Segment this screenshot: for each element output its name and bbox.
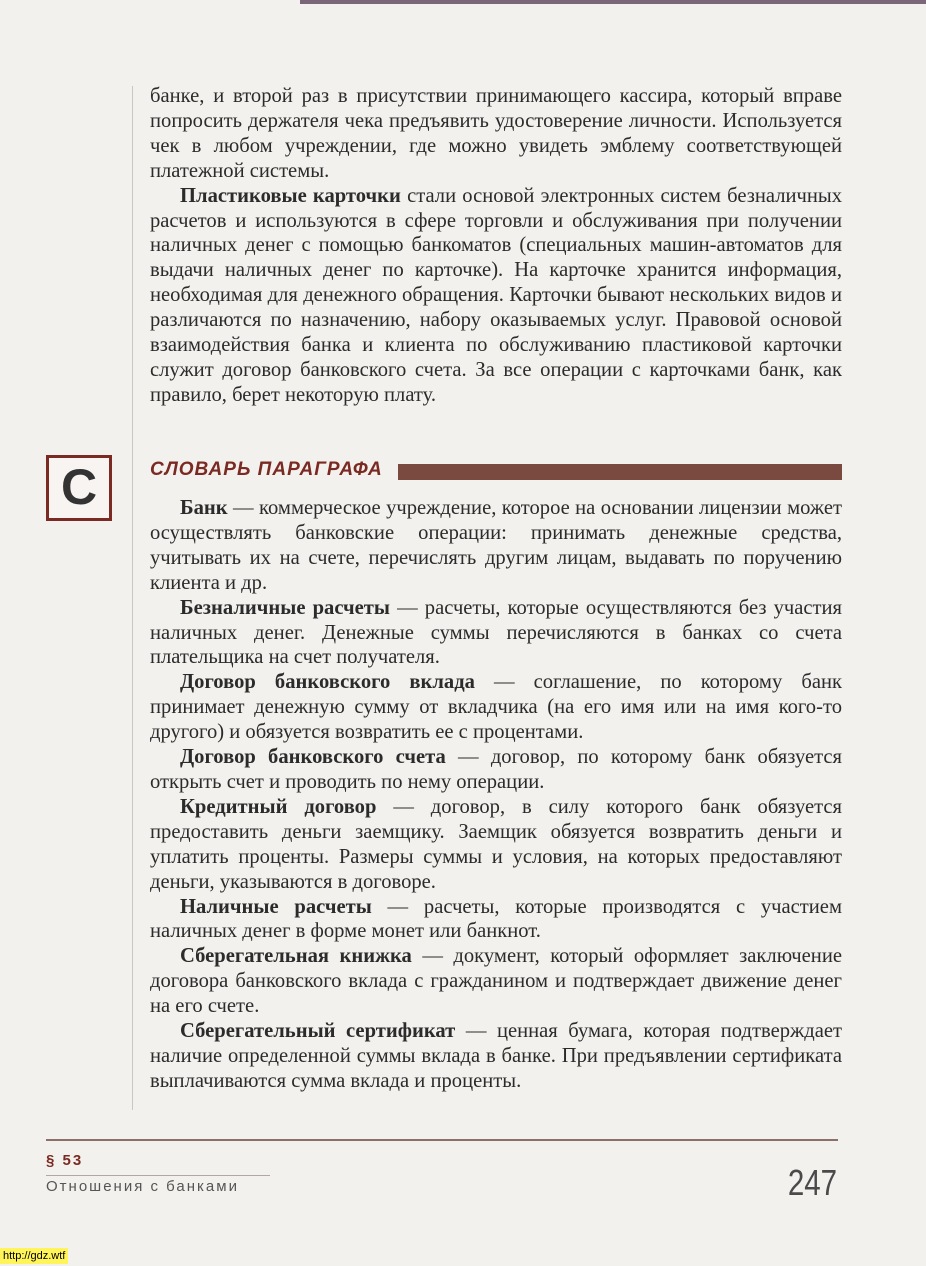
glossary-term: Безналичные расчеты [180,596,391,619]
plastic-cards-text: стали основой электронных систем безналичных расчетов и используются в сфере торговли и обслуживания при получении наличных денег с помощью банкоматов (специальных машин-автоматов для выдачи наличных денег по карточке). На карточке хранится информация, необходимая для денежного обращения. Карточки бывают нескольких видов и различаются по назначению, набору оказываемых услуг. Правовой основой взаимодействия банка и клиента по обслуживанию пластиковой карточки служит договор банковского счета. За все операции с карточками банк, как правило, берет некоторую плату. [150,184,843,406]
glossary-definition: — договор, по которому банк обязуется открыть счет и проводить по нему операции. [150,746,842,793]
watermark-link[interactable]: http://gdz.wtf [0,1248,68,1264]
paragraph-cheque-continuation: банке, и второй раз в присутствии принимающего кассира, который вправе попросить держателя чека предъявить удостоверение личности. Используется чек в любом учреждении, где можно увидеть эмблему соответствующей платежной системы. [150,85,842,182]
glossary-letter: С [60,459,98,515]
margin-line [132,86,133,1110]
glossary-icon [46,455,112,521]
term-plastic-cards: Пластиковые карточки [180,184,401,207]
footer-subrule [46,1175,270,1176]
glossary-term: Наличные расчеты [180,895,372,918]
glossary-entry [150,1019,842,1094]
glossary-definition: — соглашение, по которому банк принимает денежную сумму от вкладчика (на его имя или на имя кого-то другого) и обязуется возвратить ее с процентами. [150,671,842,744]
glossary-term: Сберегательный сертификат [180,1020,456,1043]
glossary-entry [150,795,842,895]
glossary-definition: — коммерческое учреждение, которое на основании лицензии может осуществлять банковские операции: принимать денежные средства, учитывать их на счете, перечислять другим лицам, выдавать по поручению клиента и др. [150,497,842,594]
page-number: 247 [787,1162,837,1203]
footer-chapter-title: Отношения с банками [46,1178,239,1195]
footer-section-number: § 53 [46,1152,84,1169]
glossary-entry [150,745,842,795]
glossary-definition: — расчеты, которые осуществляются без участия наличных денег. Денежные суммы перечисляются в банках со счета плательщика на счет получателя. [150,596,842,669]
glossary-term: Договор банковского вклада [180,671,475,694]
top-decorative-rule [300,0,926,4]
glossary-entry [150,496,842,596]
paragraph-plastic-cards [150,184,842,408]
glossary-header [150,460,842,482]
glossary-definition: — ценная бумага, которая подтверждает наличие определенной суммы вклада в банке. При предъявлении сертификата выплачиваются сумма вклада и проценты. [150,1020,842,1092]
glossary-header-bar [398,464,842,480]
glossary-entry [150,596,842,671]
glossary-entry [150,944,842,1019]
glossary-definition: — документ, который оформляет заключение договора банковского вклада с гражданином и подтверждает движение денег на его счете. [150,945,842,1018]
glossary-definition: — договор, в силу которого банк обязуется предоставить деньги заемщику. Заемщик обязуется возвратить деньги и уплатить проценты. Размеры суммы и условия, на которых предоставляют деньги, указываются в договоре. [150,795,842,893]
glossary-title: СЛОВАРЬ ПАРАГРАФА [150,459,383,480]
glossary-term: Кредитный договор [180,795,377,818]
glossary-definition: — расчеты, которые производятся с участием наличных денег в форме монет или банкнот. [150,895,842,943]
glossary-term: Сберегательная книжка [180,945,412,968]
glossary-term: Договор банковского счета [180,746,446,769]
glossary-term: Банк [180,497,228,519]
glossary-entry [150,670,842,745]
glossary-entries [150,496,842,1094]
main-text [150,84,842,408]
glossary-entry [150,895,842,945]
footer-rule [46,1139,838,1141]
